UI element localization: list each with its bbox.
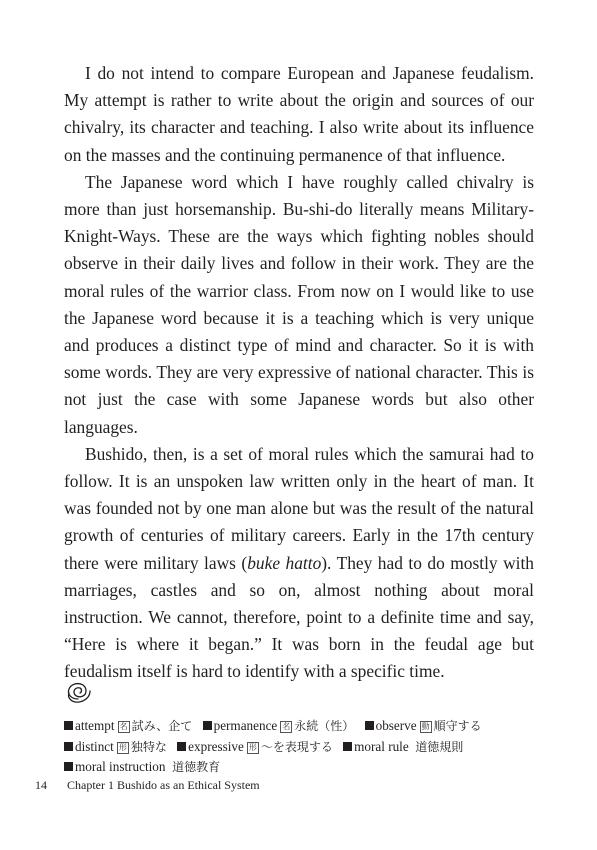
vocab-line-2 [64, 737, 544, 758]
paragraph-1: I do not intend to compare European and Japanese feudalism. My attempt is rather to write about the origin and sources of our chivalry, its character and teaching. I also write about its influence on the masses and the continuing permanence of that influence. [64, 63, 534, 165]
pos-tag: 名 [282, 722, 291, 731]
square-bullet-icon [203, 721, 212, 730]
vocab-meaning: 順守する [433, 719, 482, 733]
paragraph-3-text-a: Bushido, then, is a set of moral rules which the samurai had to follow. It is an unspoken law written only in the heart of man. It was founded not by one man alone but was the result of the natural growth of centuries of military careers. Early in the 17th century there were military laws ( [64, 443, 534, 573]
spiral-swirl-icon [63, 679, 93, 705]
vocab-term: permanence [213, 718, 278, 733]
vocab-item [64, 718, 192, 733]
square-bullet-icon [64, 721, 73, 730]
square-bullet-icon [64, 762, 73, 771]
square-bullet-icon [365, 721, 374, 730]
vocab-term: moral instruction [75, 759, 166, 774]
vocab-item [177, 739, 333, 754]
pos-tag: 動 [421, 722, 430, 731]
vocab-meaning: 永続（性） [294, 719, 355, 733]
vocab-meaning: 道徳教育 [172, 760, 221, 774]
vocab-term: moral rule [354, 738, 409, 754]
vocab-meaning: 道徳規則 [415, 739, 464, 754]
vocab-line-3 [64, 757, 544, 778]
vocab-item [203, 718, 355, 733]
vocab-term: observe [375, 718, 417, 733]
vocabulary-list [64, 716, 544, 778]
vocab-meaning: ～を表現する [260, 739, 333, 754]
vocab-line-1 [64, 716, 544, 737]
vocab-item [64, 739, 167, 754]
pos-tag: 名 [119, 722, 128, 731]
paragraph-3 [64, 441, 534, 686]
paragraph-3-text-b: ). They had to do mostly with marriages, castles and so on, almost nothing about moral instruction. We cannot, therefore, point to a definite time and say, “Here is where it began.” It was born in the feudal age but feudalism itself is hard to identify with a specific time. [64, 552, 534, 682]
square-bullet-icon [177, 742, 186, 751]
body-text [64, 60, 534, 686]
vocab-item [365, 718, 482, 733]
chapter-title: Chapter 1 Bushido as an Ethical System [67, 778, 260, 792]
vocab-term: distinct [75, 738, 114, 754]
vocab-item [64, 759, 220, 774]
page-number: 14 [35, 778, 47, 792]
page-footer [35, 778, 260, 793]
paragraph-2: The Japanese word which I have roughly called chivalry is more than just horsemanship. Bu-shi-do literally means Military-Knight-Ways. These are the ways which fighting nobles should observe in their daily lives and follow in their work. They are the moral rules of the warrior class. From now on I would like to use the Japanese word because it is a teaching which is very unique and produces a distinct type of mind and character. So it is with some words. They are very expressive of national character. This is not just the case with some Japanese words but also other languages. [64, 171, 534, 437]
square-bullet-icon [343, 742, 352, 751]
italic-term: buke hatto [247, 552, 322, 573]
vocab-meaning: 試み、企て [131, 719, 193, 733]
vocab-term: attempt [75, 718, 115, 733]
vocab-meaning: 独特な [130, 739, 167, 754]
vocab-term: expressive [188, 738, 244, 754]
pos-tag: 形 [248, 742, 257, 752]
pos-tag: 形 [118, 742, 127, 752]
vocab-item [343, 739, 463, 754]
square-bullet-icon [64, 742, 73, 751]
